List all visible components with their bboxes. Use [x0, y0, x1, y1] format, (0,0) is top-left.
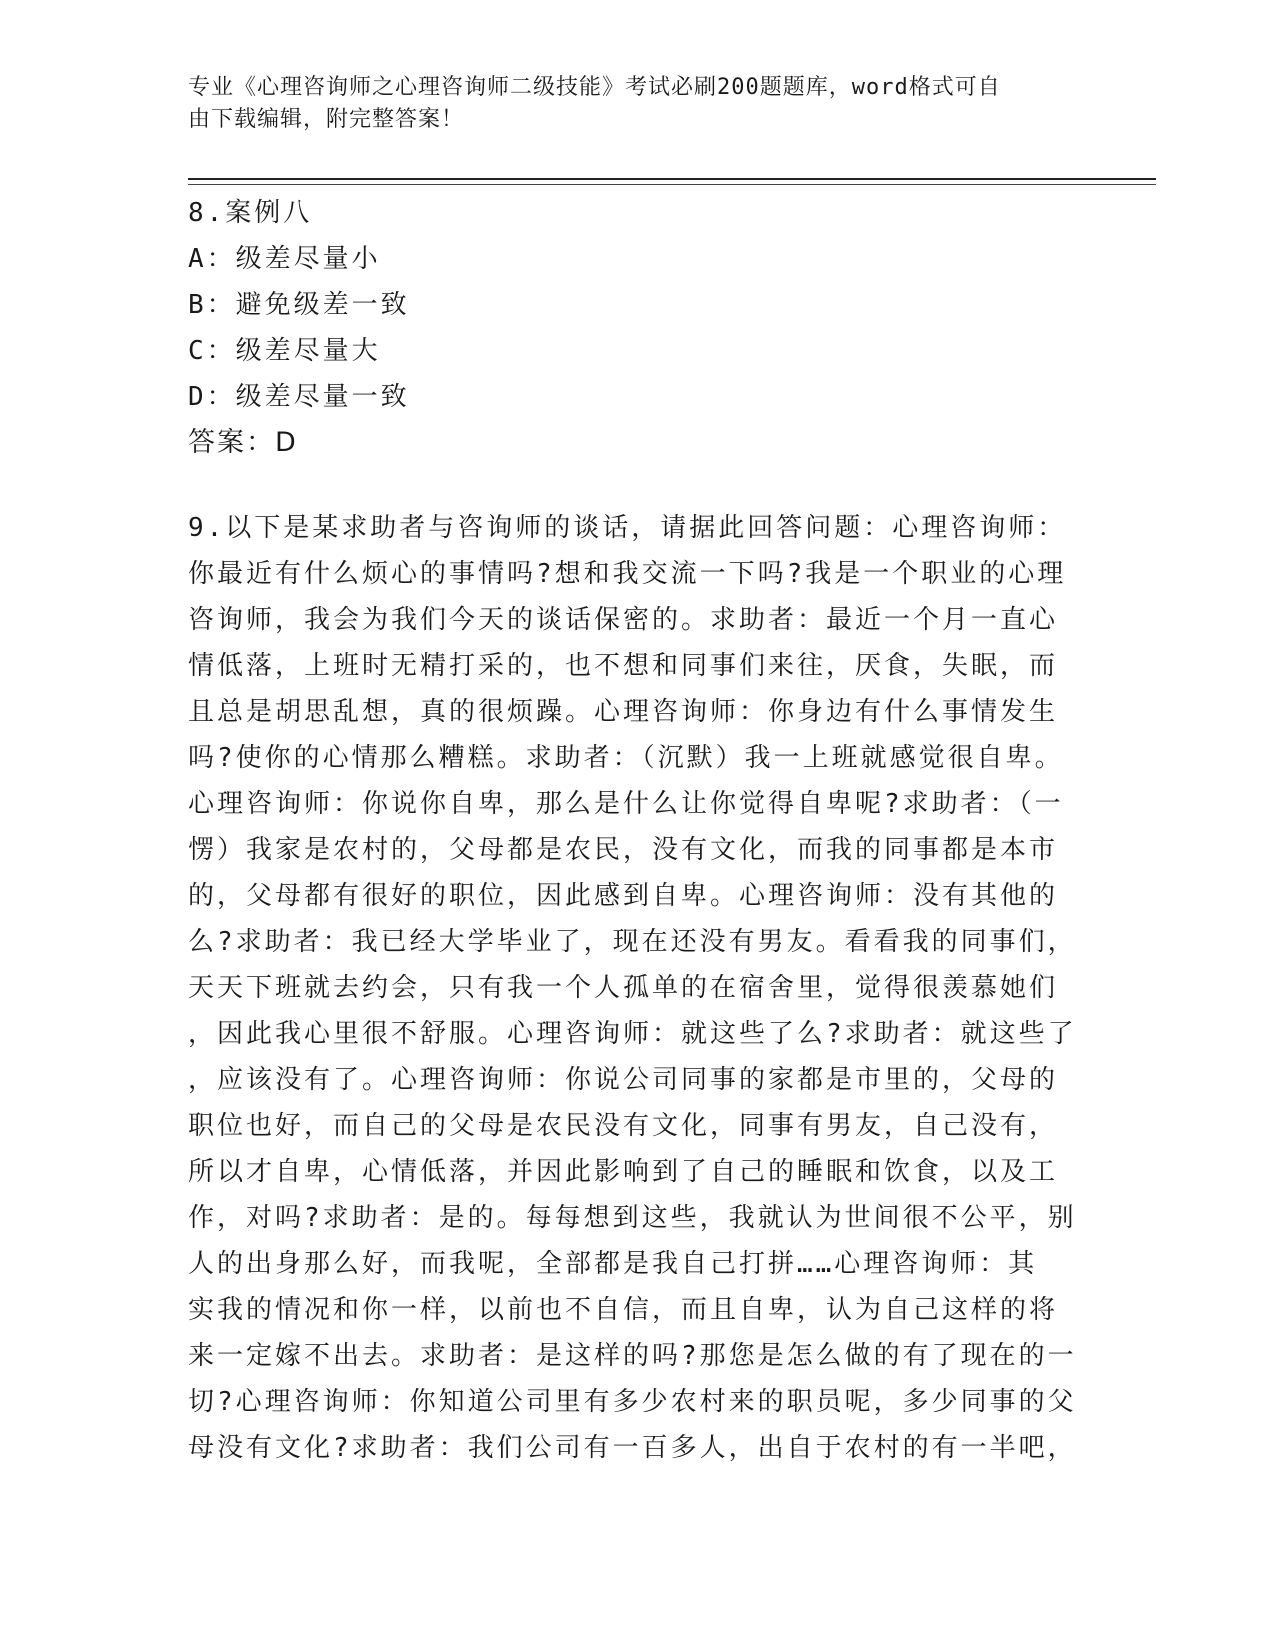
question-9-line: 作，对吗?求助者：是的。每每想到这些，我就认为世间很不公平，别: [188, 1203, 1077, 1233]
option-a: A：级差尽量小: [188, 244, 381, 274]
question-9-line: 所以才自卑，心情低落，并因此影响到了自己的睡眠和饮食，以及工: [188, 1157, 1059, 1187]
question-9-line: 情低落，上班时无精打采的，也不想和同事们来往，厌食，失眠，而: [188, 651, 1059, 681]
option-c: C：级差尽量大: [188, 336, 381, 366]
question-9-line: 人的出身那么好，而我呢，全部都是我自己打拼……心理咨询师：其: [188, 1249, 1038, 1279]
question-9-line: 的，父母都有很好的职位，因此感到自卑。心理咨询师：没有其他的: [188, 881, 1059, 911]
question-8: [188, 190, 1088, 466]
header-line-1: 专业《心理咨询师之心理咨询师二级技能》考试必刷200题题库，word格式可自: [188, 75, 1001, 100]
question-9-line: ，应该没有了。心理咨询师：你说公司同事的家都是市里的，父母的: [188, 1065, 1059, 1095]
header-divider-thin: [188, 184, 1156, 185]
question-9-line: 吗?使你的心情那么糟糕。求助者：（沉默）我一上班就感觉很自卑。: [188, 743, 1064, 773]
question-9-line: 9.以下是某求助者与咨询师的谈话，请据此回答问题：心理咨询师：: [188, 513, 1067, 543]
header-divider-thick: [188, 178, 1156, 180]
header-line-2: 由下载编辑，附完整答案！: [188, 107, 465, 132]
question-9: [188, 505, 1108, 1471]
question-9-line: 职位也好，而自己的父母是农民没有文化，同事有男友，自己没有，: [188, 1111, 1059, 1141]
option-d: D：级差尽量一致: [188, 382, 410, 412]
question-9-line: 来一定嫁不出去。求助者：是这样的吗?那您是怎么做的有了现在的一: [188, 1341, 1077, 1371]
question-9-line: 么?求助者：我已经大学毕业了，现在还没有男友。看看我的同事们，: [188, 927, 1077, 957]
option-b: B：避免级差一致: [188, 290, 410, 320]
question-9-line: 且总是胡思乱想，真的很烦躁。心理咨询师：你身边有什么事情发生: [188, 697, 1059, 727]
question-9-line: 实我的情况和你一样，以前也不自信，而且自卑，认为自己这样的将: [188, 1295, 1059, 1325]
question-9-line: 天天下班就去约会，只有我一个人孤单的在宿舍里，觉得很羡慕她们: [188, 973, 1059, 1003]
question-9-line: 心理咨询师：你说你自卑，那么是什么让你觉得自卑呢?求助者：（一: [188, 789, 1064, 819]
question-9-line: 切?心理咨询师：你知道公司里有多少农村来的职员呢，多少同事的父: [188, 1387, 1077, 1417]
question-9-line: 愣）我家是农村的，父母都是农民，没有文化，而我的同事都是本市: [188, 835, 1059, 865]
question-9-line: 你最近有什么烦心的事情吗?想和我交流一下吗?我是一个职业的心理: [188, 559, 1067, 589]
question-8-title: 8.案例八: [188, 198, 313, 228]
question-9-line: ，因此我心里很不舒服。心理咨询师：就这些了么?求助者：就这些了: [188, 1019, 1077, 1049]
question-8-answer: 答案：D: [188, 427, 298, 458]
page-header: [188, 72, 1068, 136]
question-9-line: 母没有文化?求助者：我们公司有一百多人，出自于农村的有一半吧，: [188, 1433, 1077, 1463]
question-9-line: 咨询师，我会为我们今天的谈话保密的。求助者：最近一个月一直心: [188, 605, 1059, 635]
